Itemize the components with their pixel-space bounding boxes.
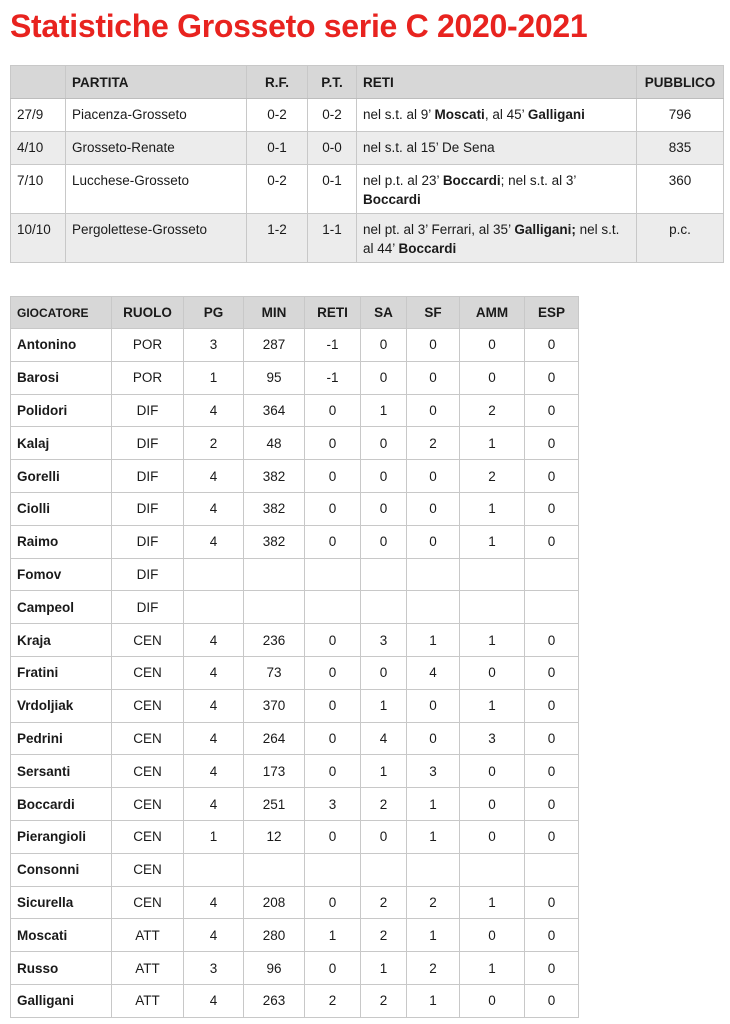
player-row <box>11 656 579 689</box>
sa-column-header: SA <box>361 297 407 329</box>
match-row <box>11 214 724 263</box>
player-yellow-cards: 1 <box>460 427 525 460</box>
player-name: Gorelli <box>11 460 112 493</box>
player-sf: 2 <box>407 886 460 919</box>
player-red-cards: 0 <box>525 394 579 427</box>
player-row <box>11 689 579 722</box>
player-sf: 0 <box>407 394 460 427</box>
player-sa: 2 <box>361 788 407 821</box>
player-sf: 2 <box>407 952 460 985</box>
match-name: Pergolettese-Grosseto <box>66 214 247 263</box>
player-sa: 1 <box>361 755 407 788</box>
player-name: Raimo <box>11 525 112 558</box>
player-sf: 2 <box>407 427 460 460</box>
goal-text: nel s.t. al 15’ De Sena <box>363 140 495 155</box>
player-sa <box>361 853 407 886</box>
player-red-cards: 0 <box>525 656 579 689</box>
player-minutes: 73 <box>244 656 305 689</box>
player-games: 4 <box>184 624 244 657</box>
player-role: CEN <box>112 624 184 657</box>
player-name: Boccardi <box>11 788 112 821</box>
player-goals: -1 <box>305 361 361 394</box>
ruolo-column-header: RUOLO <box>112 297 184 329</box>
player-yellow-cards: 1 <box>460 624 525 657</box>
player-goals: 0 <box>305 952 361 985</box>
player-sa: 0 <box>361 492 407 525</box>
player-yellow-cards <box>460 853 525 886</box>
player-minutes: 48 <box>244 427 305 460</box>
player-sf: 1 <box>407 788 460 821</box>
match-attendance: 796 <box>637 99 724 132</box>
player-sf: 1 <box>407 919 460 952</box>
player-goals: 0 <box>305 394 361 427</box>
player-games <box>184 591 244 624</box>
player-minutes <box>244 591 305 624</box>
player-role: DIF <box>112 525 184 558</box>
player-games: 3 <box>184 952 244 985</box>
player-goals: -1 <box>305 329 361 362</box>
player-minutes <box>244 558 305 591</box>
goal-text: ; nel s.t. al 3’ <box>500 173 576 188</box>
player-role: DIF <box>112 558 184 591</box>
reti-column-header: RETI <box>357 66 637 99</box>
player-row <box>11 329 579 362</box>
player-sa: 0 <box>361 427 407 460</box>
player-role: CEN <box>112 788 184 821</box>
player-yellow-cards: 0 <box>460 755 525 788</box>
esp-column-header: ESP <box>525 297 579 329</box>
player-row <box>11 492 579 525</box>
match-final-score: 0-2 <box>247 99 308 132</box>
player-role: DIF <box>112 492 184 525</box>
player-red-cards: 0 <box>525 361 579 394</box>
player-row <box>11 460 579 493</box>
player-yellow-cards: 0 <box>460 984 525 1017</box>
player-name: Antonino <box>11 329 112 362</box>
player-name: Vrdoljiak <box>11 689 112 722</box>
player-yellow-cards: 1 <box>460 492 525 525</box>
player-goals: 0 <box>305 886 361 919</box>
player-red-cards <box>525 558 579 591</box>
player-sa <box>361 591 407 624</box>
player-minutes: 236 <box>244 624 305 657</box>
player-goals: 0 <box>305 492 361 525</box>
player-yellow-cards: 1 <box>460 886 525 919</box>
goal-scorer: Galligani <box>527 107 585 122</box>
goal-scorer: Galligani; <box>514 222 576 237</box>
player-row <box>11 427 579 460</box>
match-date: 27/9 <box>11 99 66 132</box>
player-yellow-cards: 2 <box>460 460 525 493</box>
goal-text: , al 45’ <box>484 107 528 122</box>
player-games: 4 <box>184 755 244 788</box>
player-games: 4 <box>184 460 244 493</box>
player-games: 4 <box>184 984 244 1017</box>
player-yellow-cards: 0 <box>460 820 525 853</box>
player-row <box>11 919 579 952</box>
player-sa: 1 <box>361 952 407 985</box>
player-name: Fomov <box>11 558 112 591</box>
player-row <box>11 394 579 427</box>
player-sa: 0 <box>361 656 407 689</box>
player-games: 4 <box>184 394 244 427</box>
player-goals <box>305 591 361 624</box>
match-name: Piacenza-Grosseto <box>66 99 247 132</box>
player-yellow-cards: 1 <box>460 525 525 558</box>
player-role: CEN <box>112 656 184 689</box>
player-red-cards: 0 <box>525 886 579 919</box>
player-role: POR <box>112 361 184 394</box>
player-minutes: 370 <box>244 689 305 722</box>
giocatore-column-header: GIOCATORE <box>11 297 112 329</box>
player-goals: 0 <box>305 656 361 689</box>
match-final-score: 0-1 <box>247 132 308 165</box>
player-sa: 0 <box>361 460 407 493</box>
match-attendance: 835 <box>637 132 724 165</box>
player-row <box>11 886 579 919</box>
player-sa: 1 <box>361 394 407 427</box>
player-row <box>11 722 579 755</box>
player-games: 4 <box>184 525 244 558</box>
match-row <box>11 165 724 214</box>
player-name: Russo <box>11 952 112 985</box>
player-name: Ciolli <box>11 492 112 525</box>
player-sf: 0 <box>407 525 460 558</box>
match-half-time-score: 0-2 <box>308 99 357 132</box>
player-role: ATT <box>112 919 184 952</box>
player-red-cards <box>525 853 579 886</box>
player-games: 2 <box>184 427 244 460</box>
goal-text: nel s.t. al 9’ <box>363 107 435 122</box>
goal-text: nel s.t. al 44’ <box>363 222 620 256</box>
match-name: Grosseto-Renate <box>66 132 247 165</box>
player-goals: 0 <box>305 755 361 788</box>
player-yellow-cards: 3 <box>460 722 525 755</box>
player-role: DIF <box>112 460 184 493</box>
partita-column-header: PARTITA <box>66 66 247 99</box>
player-row <box>11 820 579 853</box>
player-red-cards: 0 <box>525 689 579 722</box>
match-date: 7/10 <box>11 165 66 214</box>
player-yellow-cards: 0 <box>460 788 525 821</box>
player-minutes: 173 <box>244 755 305 788</box>
player-name: Fratini <box>11 656 112 689</box>
player-red-cards: 0 <box>525 329 579 362</box>
player-role: CEN <box>112 886 184 919</box>
player-sa: 0 <box>361 820 407 853</box>
player-games <box>184 853 244 886</box>
player-row <box>11 361 579 394</box>
player-red-cards: 0 <box>525 788 579 821</box>
player-sf: 0 <box>407 492 460 525</box>
player-sf: 4 <box>407 656 460 689</box>
date-column-header <box>11 66 66 99</box>
player-minutes: 280 <box>244 919 305 952</box>
player-minutes: 251 <box>244 788 305 821</box>
goal-scorer: Boccardi <box>398 241 457 256</box>
matches-table <box>10 65 724 263</box>
player-red-cards: 0 <box>525 460 579 493</box>
player-minutes <box>244 853 305 886</box>
player-yellow-cards: 2 <box>460 394 525 427</box>
matches-header-row <box>11 66 724 99</box>
player-sf: 0 <box>407 722 460 755</box>
player-role: ATT <box>112 984 184 1017</box>
player-sf: 1 <box>407 624 460 657</box>
player-sa: 4 <box>361 722 407 755</box>
player-sf: 1 <box>407 820 460 853</box>
player-games: 1 <box>184 361 244 394</box>
player-role: CEN <box>112 853 184 886</box>
player-goals: 0 <box>305 722 361 755</box>
match-goals <box>357 132 637 165</box>
player-red-cards: 0 <box>525 492 579 525</box>
player-name: Polidori <box>11 394 112 427</box>
player-role: DIF <box>112 427 184 460</box>
player-red-cards: 0 <box>525 952 579 985</box>
player-yellow-cards: 0 <box>460 361 525 394</box>
match-goals <box>357 165 637 214</box>
player-sa: 2 <box>361 886 407 919</box>
player-games: 4 <box>184 722 244 755</box>
player-goals: 0 <box>305 525 361 558</box>
player-yellow-cards: 0 <box>460 656 525 689</box>
player-row <box>11 755 579 788</box>
player-role: DIF <box>112 394 184 427</box>
player-name: Galligani <box>11 984 112 1017</box>
player-sa <box>361 558 407 591</box>
player-red-cards: 0 <box>525 525 579 558</box>
player-minutes: 95 <box>244 361 305 394</box>
amm-column-header: AMM <box>460 297 525 329</box>
goal-scorer: Boccardi <box>442 173 501 188</box>
pubblico-column-header: PUBBLICO <box>637 66 724 99</box>
player-games: 4 <box>184 919 244 952</box>
sf-column-header: SF <box>407 297 460 329</box>
match-row <box>11 132 724 165</box>
goal-scorer: Moscati <box>434 107 485 122</box>
player-row <box>11 624 579 657</box>
player-sf <box>407 591 460 624</box>
match-half-time-score: 0-1 <box>308 165 357 214</box>
player-sa: 0 <box>361 525 407 558</box>
player-sa: 0 <box>361 361 407 394</box>
match-row <box>11 99 724 132</box>
min-column-header: MIN <box>244 297 305 329</box>
player-minutes: 264 <box>244 722 305 755</box>
player-sa: 2 <box>361 919 407 952</box>
player-sf: 0 <box>407 329 460 362</box>
player-sf: 0 <box>407 361 460 394</box>
player-red-cards: 0 <box>525 919 579 952</box>
player-name: Barosi <box>11 361 112 394</box>
player-sf: 0 <box>407 460 460 493</box>
match-final-score: 0-2 <box>247 165 308 214</box>
player-sa: 2 <box>361 984 407 1017</box>
player-role: DIF <box>112 591 184 624</box>
goal-scorer: Boccardi <box>363 192 421 207</box>
player-goals: 2 <box>305 984 361 1017</box>
player-row <box>11 558 579 591</box>
player-goals: 0 <box>305 460 361 493</box>
player-minutes: 382 <box>244 492 305 525</box>
player-name: Campeol <box>11 591 112 624</box>
player-yellow-cards: 0 <box>460 919 525 952</box>
player-games: 1 <box>184 820 244 853</box>
player-goals: 0 <box>305 820 361 853</box>
player-role: CEN <box>112 820 184 853</box>
player-games: 4 <box>184 689 244 722</box>
player-goals: 0 <box>305 624 361 657</box>
player-name: Moscati <box>11 919 112 952</box>
match-final-score: 1-2 <box>247 214 308 263</box>
player-goals <box>305 558 361 591</box>
player-goals: 0 <box>305 689 361 722</box>
player-goals: 1 <box>305 919 361 952</box>
match-goals <box>357 214 637 263</box>
player-sa: 0 <box>361 329 407 362</box>
player-red-cards: 0 <box>525 755 579 788</box>
match-name: Lucchese-Grosseto <box>66 165 247 214</box>
player-games: 4 <box>184 886 244 919</box>
player-role: POR <box>112 329 184 362</box>
player-role: CEN <box>112 755 184 788</box>
player-red-cards: 0 <box>525 722 579 755</box>
pg-column-header: PG <box>184 297 244 329</box>
goal-text: nel pt. al 3’ Ferrari, al 35’ <box>363 222 515 237</box>
match-goals <box>357 99 637 132</box>
player-goals <box>305 853 361 886</box>
player-minutes: 263 <box>244 984 305 1017</box>
player-minutes: 287 <box>244 329 305 362</box>
player-games: 3 <box>184 329 244 362</box>
player-name: Consonni <box>11 853 112 886</box>
players-table <box>10 296 579 1018</box>
player-red-cards: 0 <box>525 820 579 853</box>
page-title: Statistiche Grosseto serie C 2020-2021 <box>10 8 588 44</box>
player-goals: 3 <box>305 788 361 821</box>
rf-column-header: R.F. <box>247 66 308 99</box>
player-row <box>11 525 579 558</box>
player-name: Kalaj <box>11 427 112 460</box>
player-row <box>11 984 579 1017</box>
player-sa: 3 <box>361 624 407 657</box>
player-minutes: 364 <box>244 394 305 427</box>
player-role: CEN <box>112 722 184 755</box>
players-header-row <box>11 297 579 329</box>
player-minutes: 208 <box>244 886 305 919</box>
player-yellow-cards: 0 <box>460 329 525 362</box>
player-minutes: 382 <box>244 525 305 558</box>
player-row <box>11 591 579 624</box>
player-sa: 1 <box>361 689 407 722</box>
player-yellow-cards <box>460 591 525 624</box>
player-sf: 1 <box>407 984 460 1017</box>
player-minutes: 12 <box>244 820 305 853</box>
player-sf <box>407 853 460 886</box>
player-yellow-cards <box>460 558 525 591</box>
match-half-time-score: 0-0 <box>308 132 357 165</box>
player-row <box>11 853 579 886</box>
player-name: Kraja <box>11 624 112 657</box>
pt-column-header: P.T. <box>308 66 357 99</box>
player-yellow-cards: 1 <box>460 952 525 985</box>
player-name: Sicurella <box>11 886 112 919</box>
player-row <box>11 788 579 821</box>
player-sf: 0 <box>407 689 460 722</box>
player-row <box>11 952 579 985</box>
player-sf <box>407 558 460 591</box>
player-sf: 3 <box>407 755 460 788</box>
player-yellow-cards: 1 <box>460 689 525 722</box>
player-name: Pedrini <box>11 722 112 755</box>
player-games <box>184 558 244 591</box>
match-date: 4/10 <box>11 132 66 165</box>
player-role: CEN <box>112 689 184 722</box>
player-red-cards: 0 <box>525 984 579 1017</box>
player-games: 4 <box>184 492 244 525</box>
goal-text: nel p.t. al 23’ <box>363 173 443 188</box>
player-role: ATT <box>112 952 184 985</box>
player-games: 4 <box>184 788 244 821</box>
player-red-cards <box>525 591 579 624</box>
player-name: Sersanti <box>11 755 112 788</box>
player-minutes: 96 <box>244 952 305 985</box>
match-date: 10/10 <box>11 214 66 263</box>
player-games: 4 <box>184 656 244 689</box>
player-goals: 0 <box>305 427 361 460</box>
player-red-cards: 0 <box>525 624 579 657</box>
match-attendance: 360 <box>637 165 724 214</box>
player-red-cards: 0 <box>525 427 579 460</box>
player-minutes: 382 <box>244 460 305 493</box>
match-attendance: p.c. <box>637 214 724 263</box>
reti-column-header: RETI <box>305 297 361 329</box>
match-half-time-score: 1-1 <box>308 214 357 263</box>
player-name: Pierangioli <box>11 820 112 853</box>
